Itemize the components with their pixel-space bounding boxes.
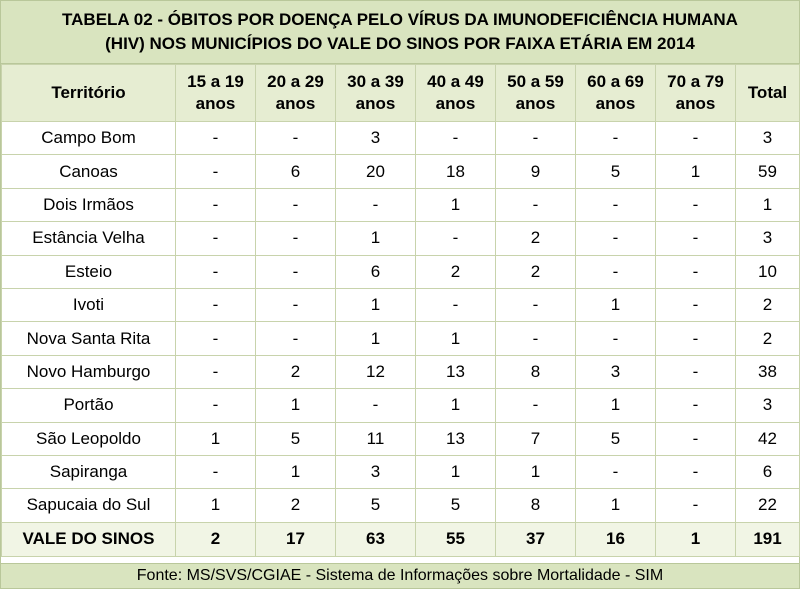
value-cell: - xyxy=(576,188,656,221)
territory-cell: Estância Velha xyxy=(2,222,176,255)
value-cell: 1 xyxy=(416,455,496,488)
table-row xyxy=(2,322,800,355)
value-cell: - xyxy=(496,188,576,221)
table-row xyxy=(2,422,800,455)
table-row xyxy=(2,355,800,388)
value-cell: - xyxy=(656,122,736,155)
total-cell: 2 xyxy=(736,322,800,355)
value-cell: 12 xyxy=(336,355,416,388)
total-cell: 2 xyxy=(736,288,800,321)
value-cell: - xyxy=(656,355,736,388)
table-row xyxy=(2,455,800,488)
value-cell: 11 xyxy=(336,422,416,455)
header-territorio: Território xyxy=(2,65,176,122)
value-cell: 1 xyxy=(336,288,416,321)
value-cell: 1 xyxy=(496,455,576,488)
value-cell: - xyxy=(336,188,416,221)
total-cell: 3 xyxy=(736,389,800,422)
value-cell: - xyxy=(176,355,256,388)
value-cell: - xyxy=(656,222,736,255)
value-cell: 2 xyxy=(496,222,576,255)
value-cell: 1 xyxy=(416,389,496,422)
value-cell: 3 xyxy=(336,122,416,155)
value-cell: 2 xyxy=(256,355,336,388)
table-row xyxy=(2,188,800,221)
value-cell: 1 xyxy=(336,322,416,355)
value-cell: - xyxy=(576,322,656,355)
value-cell: 1 xyxy=(576,489,656,522)
territory-cell: Sapucaia do Sul xyxy=(2,489,176,522)
territory-cell: Portão xyxy=(2,389,176,422)
header-60-69: 60 a 69 anos xyxy=(576,65,656,122)
value-cell: - xyxy=(576,222,656,255)
value-cell: - xyxy=(576,122,656,155)
value-cell: - xyxy=(656,489,736,522)
value-cell: - xyxy=(256,122,336,155)
value-cell: 16 xyxy=(576,522,656,556)
total-cell: 3 xyxy=(736,222,800,255)
territory-cell: VALE DO SINOS xyxy=(2,522,176,556)
value-cell: 55 xyxy=(416,522,496,556)
value-cell: 13 xyxy=(416,355,496,388)
value-cell: 8 xyxy=(496,489,576,522)
header-row xyxy=(2,65,800,122)
value-cell: 5 xyxy=(416,489,496,522)
header-20-29: 20 a 29 anos xyxy=(256,65,336,122)
header-50-59: 50 a 59 anos xyxy=(496,65,576,122)
value-cell: - xyxy=(416,222,496,255)
header-15-19: 15 a 19 anos xyxy=(176,65,256,122)
territory-cell: Sapiranga xyxy=(2,455,176,488)
territory-cell: Campo Bom xyxy=(2,122,176,155)
total-cell: 191 xyxy=(736,522,800,556)
table-row xyxy=(2,122,800,155)
territory-cell: Esteio xyxy=(2,255,176,288)
value-cell: - xyxy=(176,222,256,255)
value-cell: 20 xyxy=(336,155,416,188)
value-cell: 6 xyxy=(256,155,336,188)
value-cell: - xyxy=(576,455,656,488)
value-cell: 1 xyxy=(176,489,256,522)
table-title xyxy=(1,1,799,64)
value-cell: 2 xyxy=(256,489,336,522)
value-cell: 5 xyxy=(576,155,656,188)
source-footer: Fonte: MS/SVS/CGIAE - Sistema de Informações sobre Mortalidade - SIM xyxy=(1,563,799,588)
table-row xyxy=(2,389,800,422)
header-30-39: 30 a 39 anos xyxy=(336,65,416,122)
value-cell: 17 xyxy=(256,522,336,556)
total-cell: 3 xyxy=(736,122,800,155)
total-row xyxy=(2,522,800,556)
territory-cell: Ivoti xyxy=(2,288,176,321)
territory-cell: Canoas xyxy=(2,155,176,188)
table-row xyxy=(2,222,800,255)
value-cell: - xyxy=(576,255,656,288)
value-cell: 1 xyxy=(256,389,336,422)
value-cell: - xyxy=(656,455,736,488)
total-cell: 10 xyxy=(736,255,800,288)
value-cell: - xyxy=(656,288,736,321)
value-cell: 1 xyxy=(256,455,336,488)
value-cell: - xyxy=(336,389,416,422)
value-cell: - xyxy=(416,122,496,155)
value-cell: 3 xyxy=(576,355,656,388)
value-cell: 9 xyxy=(496,155,576,188)
title-line-1: TABELA 02 - ÓBITOS POR DOENÇA PELO VÍRUS DA IMUNODEFICIÊNCIA HUMANA xyxy=(62,10,738,29)
table-row xyxy=(2,288,800,321)
value-cell: - xyxy=(656,389,736,422)
value-cell: 5 xyxy=(256,422,336,455)
total-cell: 1 xyxy=(736,188,800,221)
value-cell: - xyxy=(416,288,496,321)
value-cell: - xyxy=(256,188,336,221)
table-row xyxy=(2,255,800,288)
value-cell: 1 xyxy=(336,222,416,255)
value-cell: - xyxy=(176,188,256,221)
value-cell: 2 xyxy=(176,522,256,556)
value-cell: 6 xyxy=(336,255,416,288)
value-cell: 8 xyxy=(496,355,576,388)
value-cell: - xyxy=(496,322,576,355)
value-cell: - xyxy=(656,255,736,288)
header-40-49: 40 a 49 anos xyxy=(416,65,496,122)
territory-cell: Novo Hamburgo xyxy=(2,355,176,388)
table-row xyxy=(2,155,800,188)
value-cell: - xyxy=(656,322,736,355)
value-cell: 1 xyxy=(656,522,736,556)
value-cell: - xyxy=(176,122,256,155)
value-cell: 5 xyxy=(336,489,416,522)
value-cell: - xyxy=(176,455,256,488)
value-cell: 18 xyxy=(416,155,496,188)
territory-cell: Nova Santa Rita xyxy=(2,322,176,355)
value-cell: - xyxy=(256,222,336,255)
value-cell: - xyxy=(176,155,256,188)
value-cell: - xyxy=(496,288,576,321)
value-cell: 1 xyxy=(416,322,496,355)
value-cell: - xyxy=(496,389,576,422)
territory-cell: São Leopoldo xyxy=(2,422,176,455)
value-cell: - xyxy=(656,422,736,455)
value-cell: 7 xyxy=(496,422,576,455)
total-cell: 42 xyxy=(736,422,800,455)
header-total: Total xyxy=(736,65,800,122)
value-cell: - xyxy=(496,122,576,155)
value-cell: 1 xyxy=(176,422,256,455)
header-70-79: 70 a 79 anos xyxy=(656,65,736,122)
value-cell: 1 xyxy=(416,188,496,221)
total-cell: 59 xyxy=(736,155,800,188)
table-row xyxy=(2,489,800,522)
value-cell: 1 xyxy=(656,155,736,188)
value-cell: - xyxy=(176,255,256,288)
total-cell: 38 xyxy=(736,355,800,388)
value-cell: 13 xyxy=(416,422,496,455)
value-cell: 63 xyxy=(336,522,416,556)
value-cell: 2 xyxy=(496,255,576,288)
value-cell: - xyxy=(256,255,336,288)
total-cell: 22 xyxy=(736,489,800,522)
value-cell: 1 xyxy=(576,288,656,321)
value-cell: 1 xyxy=(576,389,656,422)
value-cell: 3 xyxy=(336,455,416,488)
territory-cell: Dois Irmãos xyxy=(2,188,176,221)
value-cell: - xyxy=(256,322,336,355)
title-line-2: (HIV) NOS MUNICÍPIOS DO VALE DO SINOS POR FAIXA ETÁRIA EM 2014 xyxy=(105,34,695,53)
value-cell: - xyxy=(256,288,336,321)
value-cell: - xyxy=(176,288,256,321)
value-cell: 5 xyxy=(576,422,656,455)
value-cell: - xyxy=(176,389,256,422)
data-table xyxy=(1,64,800,557)
value-cell: - xyxy=(176,322,256,355)
value-cell: 37 xyxy=(496,522,576,556)
value-cell: - xyxy=(656,188,736,221)
value-cell: 2 xyxy=(416,255,496,288)
total-cell: 6 xyxy=(736,455,800,488)
